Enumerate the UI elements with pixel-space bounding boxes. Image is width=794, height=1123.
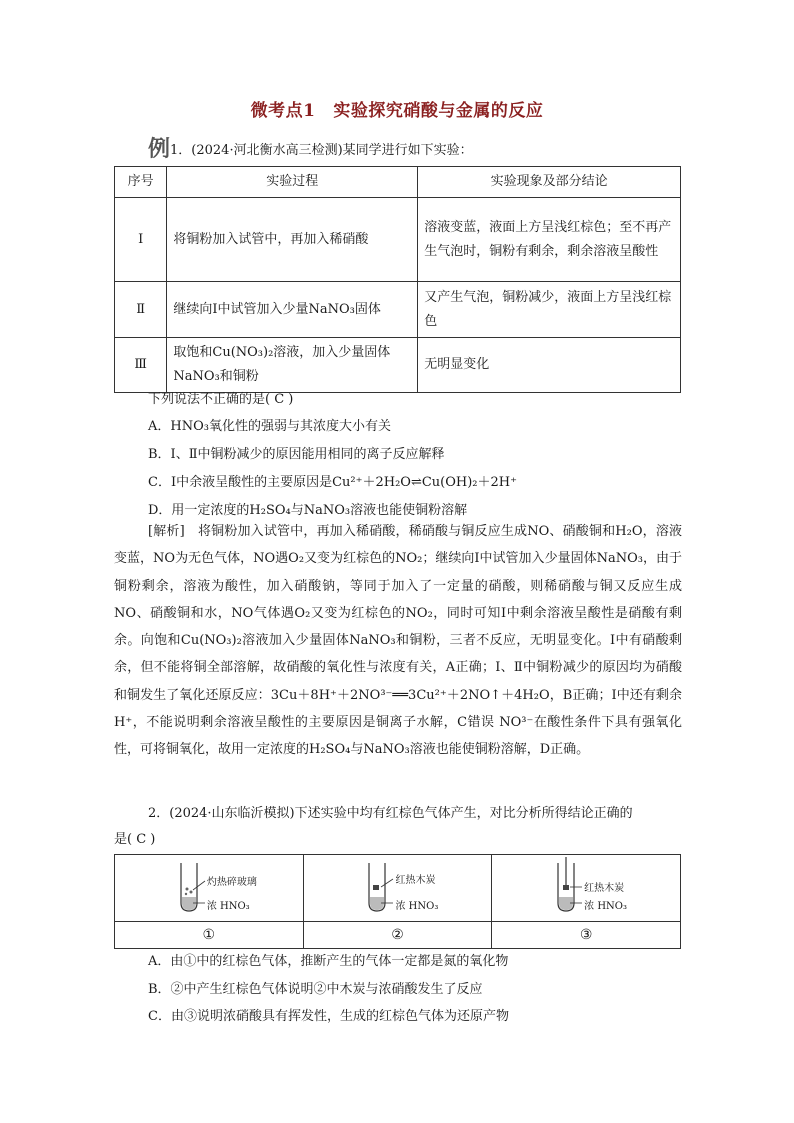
option-b: B．Ⅰ、Ⅱ中铜粉减少的原因能用相同的离子反应解释 [148, 447, 445, 462]
table-cell-process: 取饱和Cu(NO₃)₂溶液，加入少量固体NaNO₃和铜粉 [167, 338, 418, 393]
q2-option-a: A．由①中的红棕色气体，推断产生的气体一定都是氮的氧化物 [148, 954, 509, 969]
table-cell-process: 继续向Ⅰ中试管加入少量NaNO₃固体 [167, 282, 418, 338]
table-header-row [115, 167, 681, 198]
figure-cell-3 [492, 855, 681, 922]
figure-number: ② [303, 922, 492, 949]
question-2-stem-line1: 2．(2024·山东临沂模拟)下述实验中均有红棕色气体产生，对比分析所得结论正确的 [148, 806, 633, 821]
table-header-cell: 序号 [115, 167, 167, 198]
table-cell-result: 溶液变蓝，液面上方呈浅红棕色；至不再产生气泡时，铜粉有剩余，剩余溶液呈酸性 [418, 198, 681, 282]
test-tube-figure-3 [506, 857, 666, 917]
figure-3-label-bottom: 浓 HNO₃ [584, 900, 628, 912]
example-mark: 例 [148, 136, 171, 162]
table-cell-id: Ⅲ [115, 338, 167, 393]
table-cell-result: 又产生气泡，铜粉减少，液面上方呈浅红棕色 [418, 282, 681, 338]
q2-option-c: C．由③说明浓硝酸具有挥发性，生成的红棕色气体为还原产物 [148, 1009, 509, 1024]
option-d: D．用一定浓度的H₂SO₄与NaNO₃溶液也能使铜粉溶解 [148, 503, 468, 518]
section-title-text: 实验探究硝酸与金属的反应 [333, 101, 544, 121]
figure-number: ③ [492, 922, 681, 949]
analysis-text: [解析] 将铜粉加入试管中，再加入稀硝酸，稀硝酸与铜反应生成NO、硝酸铜和H₂O，溶液变蓝，NO为无色气体，NO遇O₂又变为红棕色的NO₂；继续向Ⅰ中试管加入少量固体NaNO₃，由于铜粉剩余，溶液为酸性，加入硝酸钠，等同于加入了一定量的硝酸，则稀硝酸与铜又反应生成NO、硝酸铜和水，NO气体遇O₂又变为红棕色的NO₂，同时可知Ⅰ中剩余溶液呈酸性是硝酸有剩余。向饱和Cu(NO₃)₂溶液加入少量固体NaNO₃和铜粉，三者不反应，无明显变化。Ⅰ中有硝酸剩余，但不能将铜全部溶解，故硝酸的氧化性与浓度有关，A正确；Ⅰ、Ⅱ中铜粉减少的原因均为硝酸和铜发生了氧化还原反应：3Cu＋8H⁺＋2NO³⁻══3Cu²⁺＋2NO↑＋4H₂O，B正确；Ⅰ中还有剩余H⁺，不能说明剩余溶液呈酸性的主要原因是铜离子水解，C错误 NO³⁻在酸性条件下具有强氧化性，可将铜氧化，故用一定浓度的H₂SO₄与NaNO₃溶液也能使铜粉溶解，D正确。 [114, 524, 682, 758]
figure-1-label-top: 灼热碎玻璃 [206, 876, 257, 888]
figure-cell-1 [115, 855, 304, 922]
figure-cell-2 [303, 855, 492, 922]
question-1-stem [148, 132, 473, 163]
section-title-prefix: 微考点1 [250, 101, 316, 121]
table-header-cell: 实验现象及部分结论 [418, 167, 681, 198]
section-title [0, 96, 794, 121]
figure-2-label-top: 红热木炭 [395, 874, 436, 886]
test-tube-figure-1 [129, 857, 289, 917]
figure-1-label-bottom: 浓 HNO₃ [206, 900, 250, 912]
option-a: A．HNO₃氧化性的强弱与其浓度大小有关 [148, 419, 391, 434]
table-cell-process: 将铜粉加入试管中，再加入稀硝酸 [167, 198, 418, 282]
question-2-stem-line2: 是( C ) [114, 832, 156, 847]
q2-option-b: B．②中产生红棕色气体说明②中木炭与浓硝酸发生了反应 [148, 982, 483, 997]
experiment-table [114, 166, 681, 393]
figure-3-label-top: 红热木炭 [584, 882, 625, 894]
table-header-cell: 实验过程 [167, 167, 418, 198]
table-cell-id: Ⅱ [115, 282, 167, 338]
table-cell-result: 无明显变化 [418, 338, 681, 393]
question-1-ask: 下列说法不正确的是( C ) [148, 392, 294, 407]
figure-number: ① [115, 922, 304, 949]
figure-row [115, 855, 681, 922]
apparatus-figure-table [114, 854, 681, 949]
table-row [115, 198, 681, 282]
figure-number-row [115, 922, 681, 949]
table-cell-id: Ⅰ [115, 198, 167, 282]
table-row [115, 338, 681, 393]
analysis-paragraph [114, 518, 682, 764]
question-1-stem-text: 1．(2024·河北衡水高三检测)某同学进行如下实验： [170, 143, 473, 158]
option-c: C．Ⅰ中余液呈酸性的主要原因是Cu²⁺＋2H₂O⇌Cu(OH)₂＋2H⁺ [148, 475, 517, 490]
table-row [115, 282, 681, 338]
figure-2-label-bottom: 浓 HNO₃ [395, 900, 439, 912]
test-tube-figure-2 [317, 857, 477, 917]
